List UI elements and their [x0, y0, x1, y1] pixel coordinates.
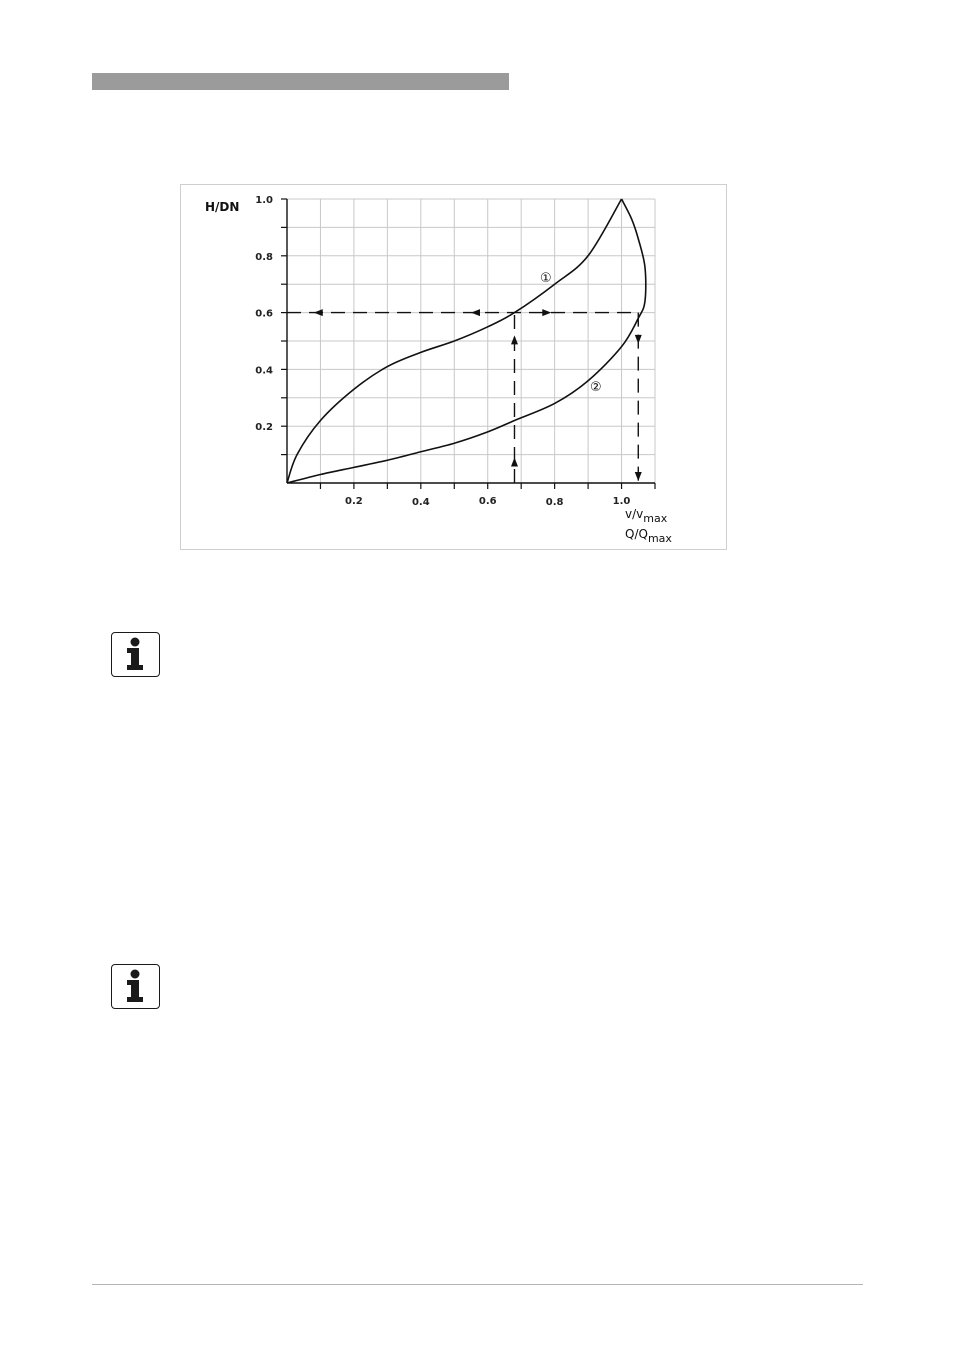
guide-arrow-left	[471, 309, 480, 316]
x-tick-label: 0.4	[411, 497, 430, 508]
series-2-label: ②	[590, 380, 602, 395]
info-icon	[111, 632, 160, 677]
y-tick-label: 0.4	[255, 365, 273, 377]
x-axis-label-2: Q/Qmax	[625, 527, 672, 545]
chart-figure	[180, 184, 727, 550]
guide-arrow-up	[511, 457, 518, 466]
x-tick-label: 0.6	[478, 496, 497, 507]
y-tick-label: 0.8	[255, 251, 273, 263]
guide-arrow-down	[635, 335, 642, 344]
x-tick-label: 0.2	[345, 496, 363, 507]
chart-svg	[181, 185, 728, 551]
footer-rule	[92, 1284, 863, 1285]
x-tick-label: 1.0	[612, 496, 631, 507]
y-tick-label: 0.2	[255, 422, 273, 434]
info-icon	[111, 964, 160, 1009]
y-tick-label: 0.6	[255, 308, 273, 320]
guide-arrow-right	[542, 309, 551, 316]
y-tick-label: 1.0	[255, 195, 273, 206]
series-1-label: ①	[540, 271, 552, 286]
chart-grid	[287, 199, 655, 483]
guide-arrow-left	[314, 309, 323, 316]
guide-arrow-down	[635, 472, 642, 481]
y-axis-label: H/DN	[205, 200, 240, 214]
guide-arrow-up	[511, 335, 518, 344]
x-tick-label: 0.8	[545, 497, 564, 508]
x-axis-label-1: v/vmax	[625, 507, 668, 525]
section-header-bar	[92, 73, 509, 90]
chart-ticks	[255, 195, 655, 508]
